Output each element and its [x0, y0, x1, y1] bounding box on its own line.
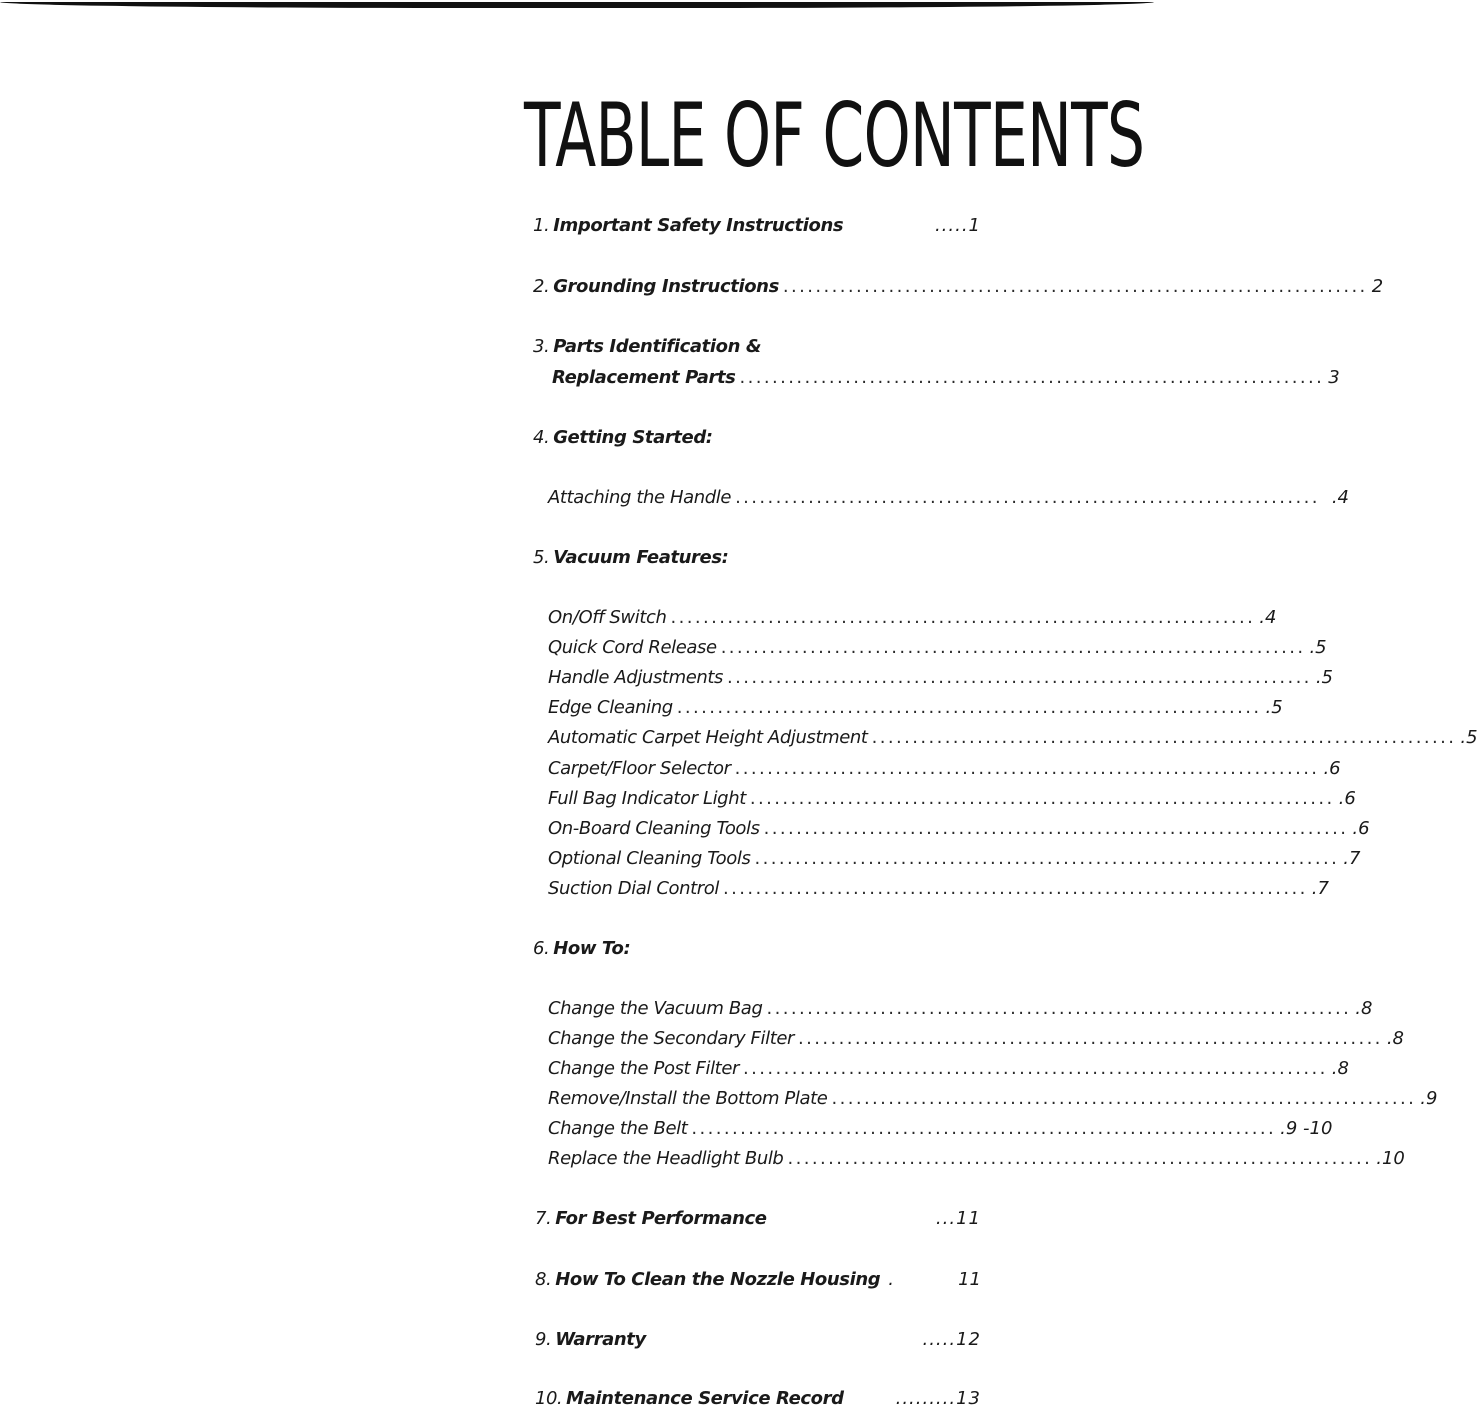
toc-page: .8: [1331, 1058, 1349, 1079]
toc-title: Important Safety Instructions: [553, 215, 844, 236]
toc-number: 4.: [533, 427, 550, 448]
toc-entry-6: [533, 936, 981, 962]
toc-subentry: [548, 695, 1283, 721]
toc-page: 11: [958, 1269, 981, 1290]
toc-title: Full Bag Indicator Light: [548, 788, 746, 809]
toc-subentry: [548, 1116, 1333, 1142]
toc-leader: ........................................................................: [763, 818, 1349, 839]
toc-page: .5: [1309, 637, 1327, 658]
toc-title: Replace the Headlight Bulb: [548, 1148, 784, 1169]
toc-subentry: [548, 1146, 1405, 1172]
toc-title: Maintenance Service Record: [566, 1388, 844, 1409]
toc-title: Change the Belt: [548, 1118, 688, 1139]
toc-leader: ........................................................................: [723, 878, 1308, 899]
toc-page: .9 -10: [1280, 1118, 1333, 1139]
toc-entry-8: [535, 1267, 981, 1293]
toc-title: Change the Secondary Filter: [548, 1028, 795, 1049]
toc-title: Edge Cleaning: [548, 697, 673, 718]
toc-page: .........13: [895, 1388, 981, 1409]
toc-title: Warranty: [555, 1329, 646, 1350]
toc-leader: ........................................................................: [754, 848, 1340, 869]
toc-subentry: [548, 1056, 1349, 1082]
toc-title: Carpet/Floor Selector: [548, 758, 731, 779]
toc-page: .8: [1355, 998, 1373, 1019]
toc-leader: ........................................................................: [871, 727, 1457, 748]
toc-leader: ........................................................................: [676, 697, 1262, 718]
toc-title: Suction Dial Control: [548, 878, 720, 899]
toc-leader: ........................................................................: [735, 487, 1320, 508]
toc-subentry: [548, 635, 1327, 661]
toc-leader: ........................................................................: [739, 367, 1325, 388]
toc-number: 2.: [533, 276, 550, 297]
toc-leader: ........................................................................: [787, 1148, 1373, 1169]
toc-title: Quick Cord Release: [548, 637, 717, 658]
toc-title: Attaching the Handle: [548, 487, 732, 508]
toc-page: .9: [1420, 1088, 1438, 1109]
toc-number: 7.: [535, 1208, 552, 1229]
toc-title: Automatic Carpet Height Adjustment: [548, 727, 868, 748]
toc-entry-3: [533, 334, 981, 360]
toc-subentry: [548, 756, 1341, 782]
toc-entry-3-continued: [552, 365, 1340, 391]
toc-subentry: [548, 605, 1277, 631]
toc-title: Remove/Install the Bottom Plate: [548, 1088, 828, 1109]
toc-page: .6: [1323, 758, 1341, 779]
toc-page: .5: [1315, 667, 1333, 688]
toc-entry-10: [535, 1386, 981, 1412]
toc-number: 6.: [533, 938, 550, 959]
toc-leader: ........................................................................: [798, 1028, 1383, 1049]
toc-subentry: [548, 1086, 1438, 1112]
toc-number: 9.: [535, 1329, 552, 1350]
toc-subentry: [548, 725, 1478, 751]
toc-entry-1: [533, 213, 981, 239]
toc-subentry: [548, 485, 1350, 511]
toc-title: How To Clean the Nozzle Housing: [555, 1269, 881, 1290]
page-title: TABLE OF CONTENTS: [524, 84, 1145, 187]
toc-leader: ........................................................................: [691, 1118, 1277, 1139]
toc-subentry: [548, 876, 1329, 902]
toc-page: .6: [1338, 788, 1356, 809]
toc-page: .5: [1460, 727, 1478, 748]
toc-subentry: [548, 846, 1361, 872]
toc-title: Optional Cleaning Tools: [548, 848, 751, 869]
toc-title: Handle Adjustments: [548, 667, 724, 688]
toc-subentry: [548, 996, 1373, 1022]
toc-leader: ........................................................................: [782, 276, 1368, 297]
toc-subentry: [548, 665, 1333, 691]
toc-leader: ........................................................................: [766, 998, 1352, 1019]
toc-page: 3: [1328, 367, 1340, 388]
toc-title: Vacuum Features:: [553, 547, 729, 568]
toc-page: .4: [1259, 607, 1277, 628]
toc-subentry: [548, 1026, 1404, 1052]
toc-entry-2: [533, 274, 1384, 300]
toc-title: Getting Started:: [553, 427, 713, 448]
toc-entry-9: [535, 1327, 981, 1353]
toc-leader: ........................................................................: [670, 607, 1256, 628]
toc-title: How To:: [553, 938, 631, 959]
toc-extra-dot: .: [888, 1269, 895, 1290]
toc-number: 3.: [533, 336, 550, 357]
toc-page: .4: [1331, 487, 1350, 508]
toc-page: .7: [1343, 848, 1361, 869]
toc-entry-4: [533, 425, 981, 451]
toc-page: .6: [1352, 818, 1370, 839]
toc-subentry: [548, 786, 1356, 812]
toc-page: .5: [1265, 697, 1283, 718]
toc-leader: ........................................................................: [727, 667, 1312, 688]
toc-page: .8: [1386, 1028, 1404, 1049]
toc-leader: ........................................................................: [749, 788, 1335, 809]
toc-subentry: [548, 816, 1370, 842]
toc-leader: ........................................................................: [831, 1088, 1417, 1109]
toc-number: 5.: [533, 547, 550, 568]
toc-title: Replacement Parts: [552, 367, 736, 388]
toc-title: Parts Identification &: [553, 336, 762, 357]
toc-page: 2: [1371, 276, 1384, 297]
toc-number: 1.: [533, 215, 550, 236]
toc-leader: ........................................................................: [743, 1058, 1328, 1079]
toc-title: On/Off Switch: [548, 607, 667, 628]
toc-page: .....12: [922, 1329, 981, 1350]
toc-page: .10: [1376, 1148, 1405, 1169]
toc-leader: ........................................................................: [720, 637, 1306, 658]
toc-number: 10.: [535, 1388, 563, 1409]
toc-page: .7: [1311, 878, 1329, 899]
toc-page: ...11: [935, 1208, 981, 1229]
toc-title: For Best Performance: [555, 1208, 767, 1229]
toc-title: Change the Post Filter: [548, 1058, 740, 1079]
toc-title: Grounding Instructions: [553, 276, 779, 297]
toc-page: .....1: [934, 215, 981, 236]
toc-number: 8.: [535, 1269, 552, 1290]
toc-title: On-Board Cleaning Tools: [548, 818, 760, 839]
toc-entry-7: [535, 1206, 981, 1232]
toc-title: Change the Vacuum Bag: [548, 998, 763, 1019]
toc-leader: ........................................................................: [734, 758, 1320, 779]
toc-entry-5: [533, 545, 981, 571]
